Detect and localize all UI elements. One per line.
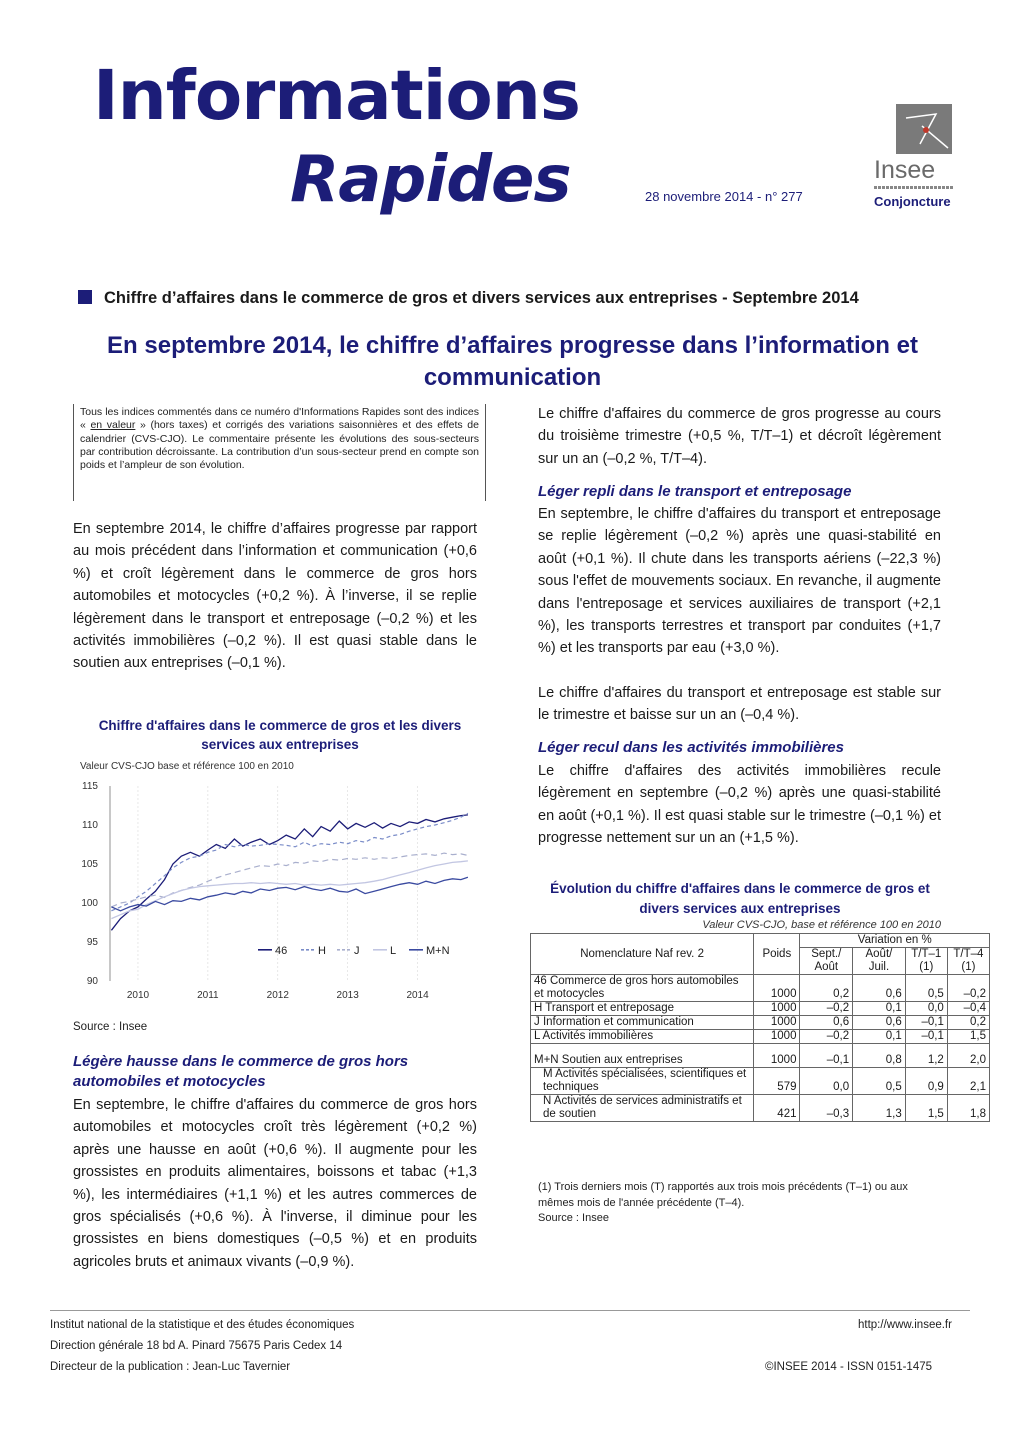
series-line-l xyxy=(111,861,468,919)
issue-date: 28 novembre 2014 - n° 277 xyxy=(645,189,803,204)
footer-address: Direction générale 18 bd A. Pinard 75675 Paris Cedex 14 xyxy=(50,1340,343,1352)
legend-label: 46 xyxy=(275,944,288,957)
row-value: 0,6 xyxy=(853,975,906,1002)
row-value: 0,2 xyxy=(800,975,853,1002)
section-text-realestate: Le chiffre d'affaires des activités immobilières recule légèrement en septembre (–0,2 %) après une quasi-stabilité en août (+0,1 %). Il est quasi stable sur le trimestre (–0,1 %) et progresse nettement sur un an (+1,5 %). xyxy=(538,763,941,847)
row-value: 0,1 xyxy=(853,1002,906,1016)
table-row xyxy=(531,1068,990,1095)
row-poids: 1000 xyxy=(754,975,800,1002)
row-value: –0,2 xyxy=(947,975,989,1002)
row-value: 1,2 xyxy=(905,1044,947,1068)
row-label: M Activités spécialisées, scientifiques et techniques xyxy=(531,1068,754,1095)
row-value: 0,6 xyxy=(800,1016,853,1030)
row-value: 1,3 xyxy=(853,1095,906,1122)
row-value: 0,0 xyxy=(905,1002,947,1016)
legend-label: M+N xyxy=(426,944,450,957)
table-source: Source : Insee xyxy=(538,1212,609,1224)
footer-url[interactable]: http://www.insee.fr xyxy=(858,1319,952,1331)
table-row xyxy=(531,1095,990,1122)
row-label: N Activités de services administratifs et de soutien xyxy=(531,1095,754,1122)
row-label: J Information et communication xyxy=(531,1016,754,1030)
series-line-mplusn xyxy=(111,877,468,911)
row-value: 0,5 xyxy=(905,975,947,1002)
footer-copyright: ©INSEE 2014 - ISSN 0151-1475 xyxy=(765,1361,933,1373)
row-value: 0,5 xyxy=(853,1068,906,1095)
header-nomenclature: Nomenclature Naf rev. 2 xyxy=(531,934,754,975)
table-row xyxy=(531,1016,990,1030)
row-poids: 1000 xyxy=(754,1016,800,1030)
row-value: 0,0 xyxy=(800,1068,853,1095)
y-tick-label: 110 xyxy=(82,820,98,831)
row-value: 2,1 xyxy=(947,1068,989,1095)
header-col-3: T/T–1 (1) xyxy=(905,948,947,975)
row-value: –0,4 xyxy=(947,1002,989,1016)
row-value: 1,5 xyxy=(947,1030,989,1044)
section-title-transport: Léger repli dans le transport et entreposage xyxy=(538,483,852,500)
legend-label: L xyxy=(390,944,397,957)
table-row xyxy=(531,975,990,1002)
section-title-realestate: Léger recul dans les activités immobilières xyxy=(538,739,844,756)
row-value: 1,5 xyxy=(905,1095,947,1122)
headline: En septembre 2014, le chiffre d’affaires progresse dans l’information et communication xyxy=(107,332,918,391)
x-tick-label: 2010 xyxy=(126,990,150,1001)
row-value: –0,2 xyxy=(800,1030,853,1044)
row-value: 1,8 xyxy=(947,1095,989,1122)
logo-name: Insee xyxy=(874,156,936,184)
row-value: 0,9 xyxy=(905,1068,947,1095)
intro-paragraph: En septembre 2014, le chiffre d’affaires progresse par rapport au mois précédent dans l’information et communication (+0,6 %) et croît légèrement dans le commerce de gros hors automobiles et motocycles (+0,2 %). À l’inverse, il se replie légèrement dans le transport et entreposage (–0,2 %) et les activités immobilières (–0,2 %). Il est quasi stable dans le soutien aux entreprises (–0,1 %). xyxy=(73,521,477,672)
chart-unit: Valeur CVS-CJO base et référence 100 en 2010 xyxy=(80,761,294,772)
footer-divider xyxy=(50,1310,970,1311)
masthead-subtitle: Rapides xyxy=(290,143,571,217)
row-value: 0,1 xyxy=(853,1030,906,1044)
section-text-transport-2: Le chiffre d'affaires du transport et entreposage est stable sur le trimestre et baisse sur un an (–0,4 %). xyxy=(538,685,941,724)
header-variation: Variation en % xyxy=(800,934,990,948)
row-poids: 579 xyxy=(754,1068,800,1095)
table-unit: Valeur CVS-CJO, base et référence 100 en 2010 xyxy=(702,919,941,931)
section-text-wholesale: En septembre, le chiffre d'affaires du commerce de gros hors automobiles et motocycles croît très légèrement (+0,2 %) après une hausse en août (+0,6 %). Il augmente pour les grossistes en produits alimentaires, boissons et tabac (+1,3 %), les intermédiaires (+1,1 %) et les autres commerces de gros spécialisés (+0,6 %). À l'inverse, il diminue pour les grossistes en biens domestiques (–0,5 %) et en produits agricoles bruts et animaux vivants (–0,9 %). xyxy=(73,1097,477,1270)
row-value: 0,6 xyxy=(853,1016,906,1030)
row-value: –0,1 xyxy=(905,1016,947,1030)
y-tick-label: 115 xyxy=(82,781,98,792)
y-tick-label: 105 xyxy=(81,859,98,870)
line-chart xyxy=(70,776,490,1006)
header-col-2: Août/ Juil. xyxy=(853,948,906,975)
chart-title: Chiffre d'affaires dans le commerce de gros et les divers services aux entreprises xyxy=(98,718,462,752)
row-value: –0,2 xyxy=(800,1002,853,1016)
row-label: 46 Commerce de gros hors automobiles et motocycles xyxy=(531,975,754,1002)
table-notes xyxy=(538,1180,938,1227)
methodology-note xyxy=(73,404,486,501)
row-poids: 421 xyxy=(754,1095,800,1122)
header-col-1: Sept./ Août xyxy=(800,948,853,975)
section-title-wholesale: Légère hausse dans le commerce de gros hors automobiles et motocycles xyxy=(73,1053,409,1090)
row-value: 0,8 xyxy=(853,1044,906,1068)
row-value: –0,1 xyxy=(800,1044,853,1068)
legend-label: H xyxy=(318,944,326,957)
note-link[interactable]: en valeur xyxy=(90,419,136,432)
table-note-1: (1) Trois derniers mois (T) rapportés aux trois mois précédents (T–1) ou aux mêmes mois de l'année précédente (T–4). xyxy=(538,1181,908,1209)
x-tick-label: 2011 xyxy=(197,990,219,1001)
insee-logo xyxy=(868,102,958,214)
header-poids: Poids xyxy=(754,934,800,975)
row-poids: 1000 xyxy=(754,1044,800,1068)
note-text-before: Tous les indices commentés dans ce numéro d'Informations Rapides sont des indices « xyxy=(80,406,479,432)
row-value: –0,1 xyxy=(905,1030,947,1044)
x-tick-label: 2012 xyxy=(266,990,289,1001)
y-tick-label: 100 xyxy=(81,898,98,909)
y-tick-label: 95 xyxy=(86,937,98,948)
footer-institute: Institut national de la statistique et des études économiques xyxy=(50,1319,355,1331)
row-value: 2,0 xyxy=(947,1044,989,1068)
row-label: L Activités immobilières xyxy=(531,1030,754,1044)
variation-table xyxy=(530,933,990,1122)
logo-sub: Conjoncture xyxy=(874,194,951,209)
chart-source: Source : Insee xyxy=(73,1021,148,1033)
masthead-title: Informations xyxy=(93,56,580,136)
topic-line: Chiffre d’affaires dans le commerce de gros et divers services aux entreprises - Septembre 2014 xyxy=(104,289,859,307)
section-text-transport: En septembre, le chiffre d'affaires du transport et entreposage se replie légèrement (–0,2 %) après une quasi-stabilité en août (+0,1 %). Il chute dans les transports aériens (–22,3 %) sous l'effet de mouvements sociaux. En revanche, il augmente dans l'entreposage et services auxiliaires de transport (+2,1 %), les transports terrestres et transport par conduites (+1,7 %) et les transports par eau (+3,0 %). xyxy=(538,506,941,657)
logo-graphic-icon xyxy=(896,104,952,154)
series-line-46 xyxy=(111,815,468,930)
row-value: 0,2 xyxy=(947,1016,989,1030)
x-tick-label: 2013 xyxy=(336,990,359,1001)
table-row xyxy=(531,1030,990,1044)
right-intro-paragraph: Le chiffre d'affaires du commerce de gros progresse au cours du troisième trimestre (+0,5 %, T/T–1) et décroît légèrement sur un an (–0,2 %, T/T–4). xyxy=(538,406,941,467)
table-header-row xyxy=(531,934,990,948)
table-row xyxy=(531,1044,990,1068)
y-tick-label: 90 xyxy=(86,976,98,987)
legend-label: J xyxy=(354,944,360,957)
logo-divider xyxy=(874,186,954,189)
note-text-after: » (hors taxes) et corrigés des variations saisonnières et des effets de calendrier (CVS-CJO). Le commentaire présente les évolutions des sous-secteurs par contribution décroissante. La contribution d’un sous-secteur prend en compte son poids et l’ampleur de son évolution. xyxy=(80,419,479,472)
topic-bullet-icon xyxy=(78,290,92,304)
table-row xyxy=(531,1002,990,1016)
row-label: M+N Soutien aux entreprises xyxy=(531,1044,754,1068)
table-title: Évolution du chiffre d'affaires dans le commerce de gros et divers services aux entreprises xyxy=(550,881,930,916)
footer-director: Directeur de la publication : Jean-Luc Tavernier xyxy=(50,1361,291,1373)
header-col-4: T/T–4 (1) xyxy=(947,948,989,975)
row-value: –0,3 xyxy=(800,1095,853,1122)
row-poids: 1000 xyxy=(754,1030,800,1044)
row-label: H Transport et entreposage xyxy=(531,1002,754,1016)
x-tick-label: 2014 xyxy=(406,990,429,1001)
row-poids: 1000 xyxy=(754,1002,800,1016)
